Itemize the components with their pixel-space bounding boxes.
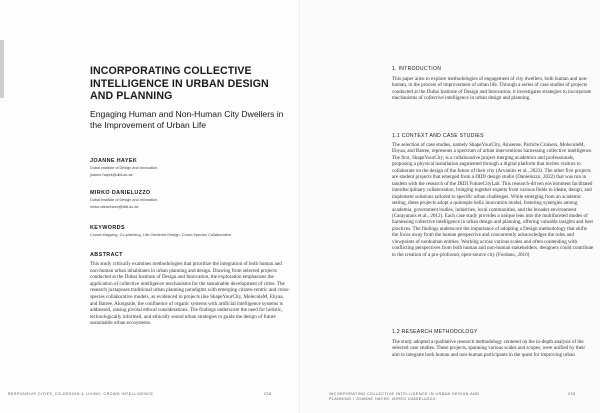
keywords-heading: KEYWORDS	[90, 225, 125, 231]
paper-title: INCORPORATING COLLECTIVE INTELLIGENCE IN URBAN DESIGN AND PLANNING	[90, 65, 269, 102]
paper-subtitle: Engaging Human and Non-Human City Dwellers in the Improvement of Urban Life	[90, 109, 284, 130]
right-page-number: 239	[568, 392, 576, 396]
author-email: joanne.hayek@didi.ac.ae	[90, 172, 133, 177]
author-block	[90, 158, 290, 178]
introduction-text: This paper aims to explore methodologies of engagement of city dwellers, both human and non-human, in the process of improvement of urban life. Through a series of case studies of projects conducted at the Dubai Institute of Design and Innovation, it investigates strategies to incorporate mechanisms of collective intelligence in urban design and planning.	[392, 76, 592, 102]
context-heading: 1.1 CONTEXT AND CASE STUDIES	[392, 133, 484, 139]
author-affiliation: Dubai Institute of Design and Innovation	[90, 198, 158, 202]
author-affiliation: Dubai Institute of Design and Innovation	[90, 166, 158, 170]
left-page-number: 238	[264, 392, 272, 396]
right-running-footer	[329, 392, 479, 401]
context-text: The selection of case studies, namely ShapeYourCity, Ainsense, Particle Cruisers, MoleculeM, Ehyaa, and Batree, represents a spectrum of urban interventions harnessing collective intelligence. The first, ShapeYourCity, is a collaborative project merging academics and professionals, proposing a physical installation augmented through a digital platform that invites visitors to collaborate on the design of the future of their city (Arvanitis et al., 2023). The other five projects are student projects that emerged from a DIDI design studio (Danieluzzo, 2022) that was run in tandem with the research of the DIDI FutureCityLab. This research-driven environment facilitated interdisciplinary collaboration, bringing together experts from various fields to ideate, design, and implement solutions tailored to specific urban challenges. While emerging from an academic setting, these projects adopt a quintuple helix innovation model, fostering synergies among academia, government bodies, industries, local communities, and the broader environment (Carayannis et al., 2012). Each case study provides a unique lens into the multifaceted modes of harnessing collective intelligence in urban design and planning, offering valuable insights and best practices. The findings underscore the importance of adopting a Design methodology that shifts the focus away from the human perspective and concurrently acknowledges the roles and viewpoints of nonhuman entities. Working across various scales and often contending with conflicting perspectives from both human and non-human stakeholders, designers could contribute to the creation of a pro-profound, open-source city (Fordano, 2016)	[392, 142, 594, 258]
right-footer-line-1: INCORPORATING COLLECTIVE INTELLIGENCE IN URBAN DESIGN AND	[329, 392, 480, 396]
page-edge-marker	[0, 40, 4, 98]
left-running-footer: RESPONSIVE CITIES_CO-DESIGN & LIVING, CROWD INTELLIGENCE	[8, 392, 154, 396]
introduction-heading: 1. INTRODUCTION	[392, 66, 442, 72]
abstract-heading: ABSTRACT	[90, 252, 123, 258]
author-name: JOANNE HAYEK	[90, 158, 138, 164]
methodology-heading: 1.2 RESEARCH METHODOLOGY	[392, 329, 478, 335]
author-block	[90, 190, 290, 210]
methodology-text: The study adopted a qualitative research methodology centered on the in-depth analysis of the selected case studies. These projects, spanning various scales and scopes, were unified by their aim to integrate both human and non-human participants in the quest for improving urban	[392, 339, 586, 358]
keywords-list: Crowd-Mapping, Co-planning, Life-Centered Design, Cross-Species Collaboration	[90, 232, 231, 237]
author-name: MIRKO DANIELUZZO	[90, 190, 151, 196]
abstract-text: This study critically examines methodologies that prioritize the integration of both human and non-human urban inhabitants in urban planning and design. Drawing from selected projects conducted at the Dubai Institute of Design and Innovation, the exploration emphasizes the application of collective intelligence mechanisms for the sustainable development of cities. The research juxtaposes traditional urban planning paradigms with emerging citizen-centric and cross-species collaborative models, as evidenced in projects like ShapeYourCity, MoleculeM, Ehyaa, and Batree. Alongside, the confluence of organic systems with artificial intelligence systems is addressed, raising pivotal ethical considerations. The findings underscore the need for holistic, technologically informed, and ethically sound urban strategies to guide the design of future sustainable urban ecosystems.	[90, 261, 290, 327]
author-email: mirko.danieluzzo@didi.ac.ae	[90, 204, 139, 209]
right-footer-line-2: PLANNING / JOANNE HAYEK, MIRKO DANIELUZZO	[329, 396, 436, 401]
